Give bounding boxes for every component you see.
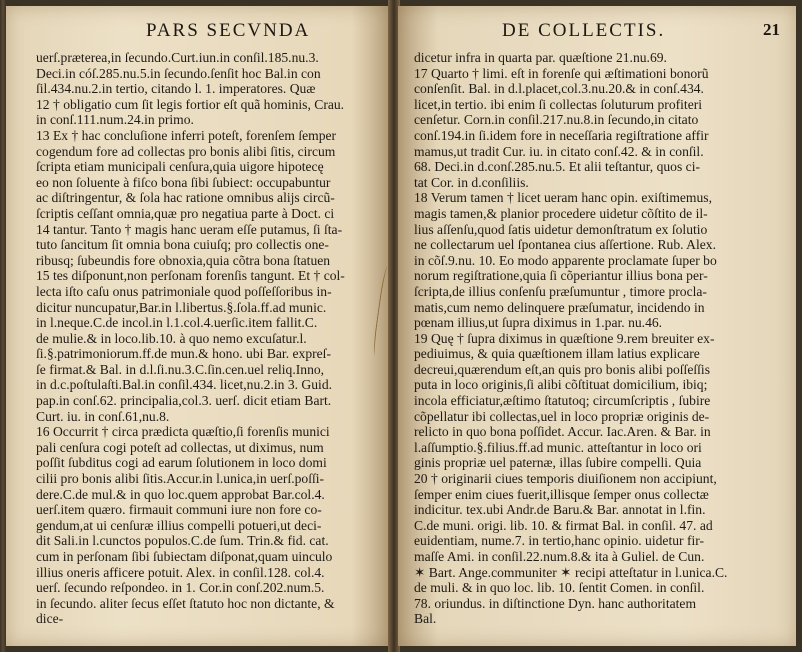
text-line: uerſ. ſecundo reſpondeo. in 1. Cor.in conſ.202.num.5.: [36, 580, 325, 596]
text-line: lecta iſto caſu onus patrimoniale quod poſſeſſoribus in-: [36, 283, 332, 299]
text-line: ne collectarum uel ſpontanea cius aſſertione. Rub. Alex.: [414, 237, 716, 253]
text-line: matis,cum nemo delinquere præſumatur, incidendo in: [414, 299, 705, 315]
text-line: dicitur nuncupatur,Bar.in l.libertus.§.ſola.ff.ad munic.: [36, 299, 327, 315]
text-line: gendum,at ui cenſuræ illius compelli potueri,ut deci-: [36, 517, 322, 533]
text-line: ſcripta etiam municipali cenſura,quia uigore hipotecę: [36, 159, 324, 175]
text-line: incola efficiatur,æſtimo ſtatutoq; circumſcriptis , ſubire: [414, 393, 711, 409]
text-line: Bal.: [414, 611, 437, 627]
text-line: conſ.194.in ſi.idem fore in neceſſaria regiſtratione affir: [414, 127, 709, 143]
text-line: in cõſ.9.nu. 10. Eo modo apparente proclamate ſuper bo: [414, 252, 717, 268]
right-page: [398, 6, 796, 646]
text-line: in d.c.poſtulaſti.Bal.in conſil.434. licet,nu.2.in 3. Guid.: [36, 377, 333, 393]
text-line: ribusq; ſubeundis fore obnoxia,quia cõtra bona ſtatuen: [36, 252, 331, 268]
text-line: C.de muni. origi. lib. 10. & firmat Bal. in conſil. 47. ad: [414, 517, 713, 533]
text-line: pali cenſura cogi poteſt ad collectas, ut diximus, num: [36, 439, 324, 455]
text-line: pediuimus, & quia quæſtionem illam latius explicare: [414, 346, 700, 362]
text-line: cum in perſonam ſibi ſubiectam diſponat,quam uinculo: [36, 549, 333, 564]
text-line: lius aſſenſu,quod ſatis uidetur demonſtratum ex ſolutio: [414, 221, 708, 237]
text-line: ſil.434.nu.2.in tertio, citando l. 1. imperatores. Quæ: [36, 81, 316, 97]
text-line: cogendum fore ad collectas pro bonis alibi ſitis, circum: [36, 143, 336, 159]
text-line: uerſ.item quæro. firmauit communi iure non fore co-: [36, 502, 322, 518]
right-page-body: [414, 50, 727, 627]
text-line: 78. oriundus. in diſtinctione Dyn. hanc authoritatem: [414, 595, 697, 611]
text-line: norum regiſtratione,quia ſi cõperiantur illius bona per-: [414, 268, 708, 284]
text-line: euidentiam, nume.7. in tertio,hanc opinio. uidetur fir-: [414, 533, 705, 549]
text-line: in l.neque.C.de incol.in l.1.col.4.uerſic.item fallit.C.: [36, 315, 318, 331]
text-line: ſcripta,de illius conſenſu præſumuntur , timore procla-: [414, 283, 707, 299]
text-line: conſenſit. Bal. in d.l.placet,col.3.nu.20.& in conſ.434.: [414, 81, 704, 97]
text-line: in ſecundo. aliter ſecus eſſet ſtatuto hoc non dictante, &: [36, 595, 335, 611]
text-line: 20 † originarii ciues temporis diuiſionem non accipiunt,: [414, 471, 717, 487]
text-line: cõpellatur ibi collectas,uel in loco propriæ originis de-: [414, 408, 710, 424]
running-header-left: PARS SECVNDA: [146, 20, 311, 41]
text-line: 17 Quarto † limi. eſt in forenſe qui æſtimationi bonorũ: [414, 65, 709, 81]
text-line: ſe firmat.& Bal. in d.l.ſi.nu.3.C.ſin.cen.uel reliq.Inno,: [36, 361, 325, 377]
text-line: dit Sali.in l.cunctos populos.C.de ſum. Trin.& fid. cat.: [36, 533, 329, 549]
text-line: ac diſtringentur, & ſola hac ratione omnibus alijs circũ-: [36, 190, 335, 206]
text-line: poſſit ſubditus cogi ad earum ſolutionem in loco domi: [36, 455, 327, 471]
text-line: illius oneris afficere potuit. Alex. in conſil.128. col.4.: [36, 564, 325, 580]
text-line: 14 tantur. Tanto † magis hanc ueram eſſe putamus, ſi ſta-: [36, 221, 343, 237]
text-line: in conſ.111.num.24.in primo.: [36, 112, 194, 128]
text-line: mamus,ut tradit Cur. iu. in citato conſ.42. & in conſil.: [414, 143, 704, 159]
left-page: [6, 6, 390, 646]
text-line: ✶ Bart. Ange.communiter ✶ recipi atteſtatur in l.unica.C.: [414, 564, 728, 580]
page-number: 21: [763, 20, 780, 39]
running-header-right: DE COLLECTIS.: [502, 20, 666, 41]
text-line: dice-: [36, 611, 64, 627]
text-line: 68. Deci.in d.conſ.285.nu.5. Et alii teſtantur, quos ci-: [414, 159, 700, 175]
text-line: l.aſſumptio.§.filius.ff.ad munic. atteſtantur in loco ori: [414, 439, 702, 455]
left-page-body: [36, 50, 345, 627]
text-line: ginis propriæ uel paternæ, illas ſubire compelli. Quia: [414, 455, 702, 471]
text-line: decreui,quærendum eſt,an quis pro bonis alibi poſſeſſis: [414, 361, 710, 377]
text-line: magis tamen,& planior procedere uidetur cõſtito de il-: [414, 205, 708, 221]
text-line: Deci.in cóſ.285.nu.5.in ſecundo.ſenſit hoc Bal.in con: [36, 65, 321, 81]
text-line: 19 Quę † ſupra diximus in quæſtione 9.rem breuiter ex-: [414, 330, 715, 346]
text-line: puta in loco originis,ſi alibi cõſtituat domicilium, ibiq;: [414, 377, 708, 393]
text-line: de muli. & in quo loc. lib. 10. ſentit Comen. in conſil.: [414, 580, 705, 596]
text-line: cenſetur. Corn.in conſil.217.nu.8.in ſecundo,in citato: [414, 112, 699, 128]
text-line: dicetur infra in quarta par. quæſtione 21.nu.69.: [414, 50, 667, 65]
text-line: licet,in tertio. ibi enim ſi collectas ſoluturum profiteri: [414, 96, 703, 112]
text-line: maſſe Ami. in conſil.22.num.8.& ita à Guliel. de Cun.: [414, 549, 705, 564]
text-line: eo non ſoluente à fiſco bona ſibi ſubiect: occupabuntur: [36, 174, 331, 190]
text-line: uerſ.præterea,in ſecundo.Curt.iun.in conſil.185.nu.3.: [36, 50, 319, 65]
text-line: ſcriptis ceſſant omnia,quæ pro negatiua parte à Doct. ci: [36, 205, 335, 221]
text-line: 18 Verum tamen † licet ueram hanc opin. exiſtimemus,: [414, 190, 712, 206]
text-line: 13 Ex † hac concluſione inferri poteſt, forenſem ſemper: [36, 127, 337, 143]
text-line: pap.in conſ.62. principalia,col.3. uerſ. dicit etiam Bart.: [36, 393, 332, 409]
text-line: de mulie.& in loco.lib.10. à quo nemo excuſatur.l.: [36, 330, 307, 346]
text-line: 15 tes diſponunt,non perſonam forenſis tangunt. Et † col-: [36, 268, 345, 284]
text-line: tuto ſancitum ſit omnia bona cuiuſq; pro collectis one-: [36, 237, 329, 253]
text-line: relicto in quo bona poſſidet. Accur. Iac.Aren. & Bar. in: [414, 424, 711, 440]
text-line: dere.C.de mul.& in quo loc.quem approbat Bar.col.4.: [36, 486, 325, 502]
text-line: tat Cor. in d.conſiliis.: [414, 174, 529, 190]
text-line: 16 Occurrit † circa prædicta quæſtio,ſi forenſis munici: [36, 424, 330, 440]
text-line: ſi.§.patrimoniorum.ff.de mun.& hono. ubi Bar. expreſ-: [36, 346, 331, 362]
text-line: indicitur. tex.ubi Andr.de Baru.& Bar. annotat in l.fin.: [414, 502, 706, 518]
text-line: pœnam illius,ut ſupra diximus in 1.par. nu.46.: [414, 315, 663, 331]
text-line: cilii pro bonis alibi ſitis.Accur.in l.unica,in uerſ.poſſi-: [36, 471, 325, 487]
text-line: ſemper enim ciues fuerit,illisque ſemper onus collectæ: [414, 486, 709, 502]
text-line: 12 † obligatio cum ſit legis fortior eſt quã hominis, Crau.: [36, 96, 345, 112]
text-line: Curt. iu. in conſ.61,nu.8.: [36, 408, 170, 424]
